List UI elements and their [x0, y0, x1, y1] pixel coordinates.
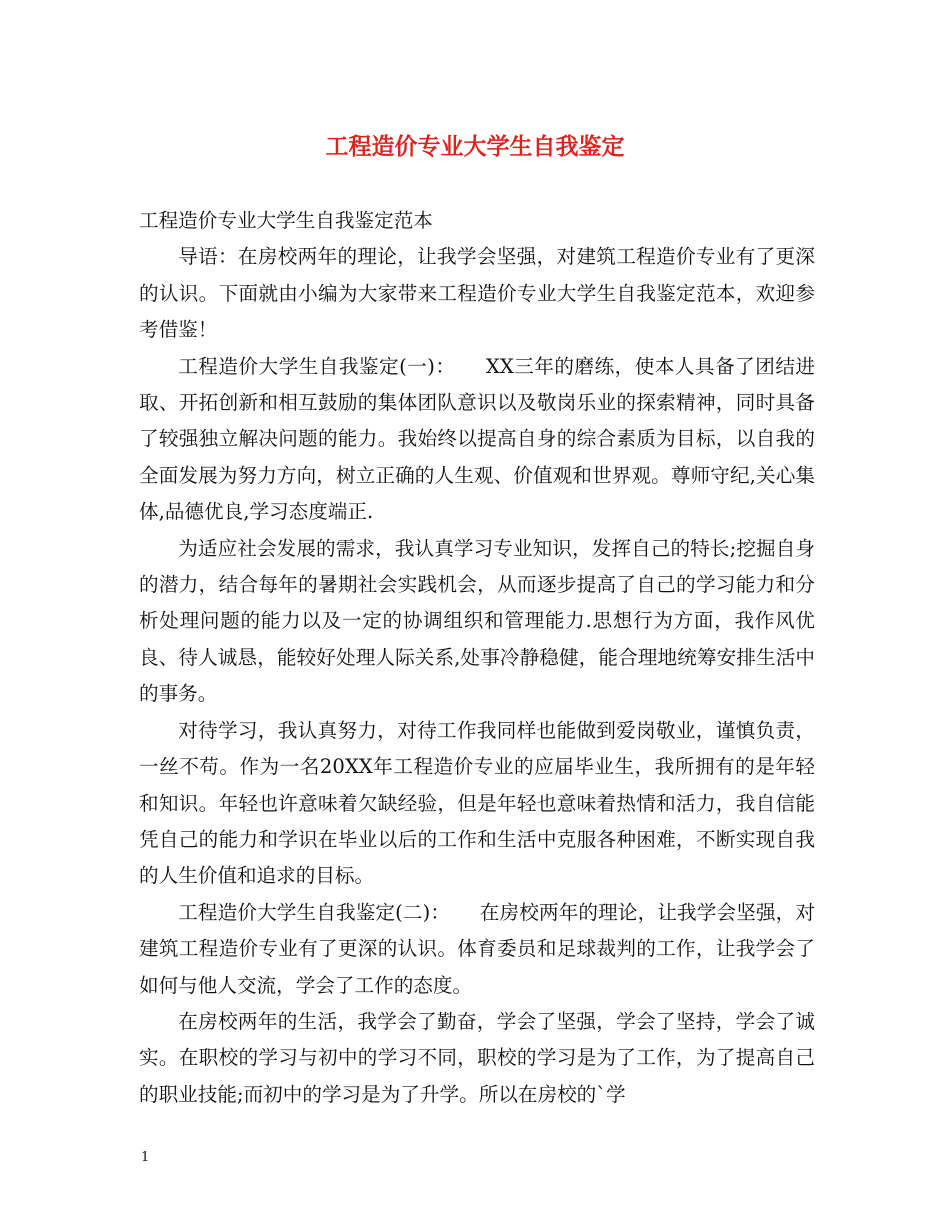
page-number: 1 — [141, 1150, 150, 1165]
paragraph-appraisal-one: 工程造价大学生自我鉴定(一)： XX三年的磨练，使本人具备了团结进取、开拓创新和相互鼓励的集体团队意识以及敬岗乐业的探索精神，同时具备了较强独立解决问题的能力。我始终以提高自身的综合素质为目标，以自我的全面发展为努力方向，树立正确的人生观、价值观和世界观。尊师守纪,关心集体,品德优良,学习态度端正. — [139, 354, 815, 524]
paragraph-study-attitude: 对待学习，我认真努力，对待工作我同样也能做到爱岗敬业，谨慎负责，一丝不苟。作为一名20XX年工程造价专业的应届毕业生，我所拥有的是年轻和知识。年轻也许意味着欠缺经验，但是年轻也意味着热情和活力，我自信能凭自己的能力和学识在毕业以后的工作和生活中克服各种困难，不断实现自我的人生价值和追求的目标。 — [139, 718, 815, 888]
document-subtitle: 工程造价专业大学生自我鉴定范本 — [139, 209, 433, 232]
document-body — [139, 203, 815, 1113]
paragraph-school-life: 在房校两年的生活，我学会了勤奋，学会了坚强，学会了坚持，学会了诚实。在职校的学习与初中的学习不同，职校的学习是为了工作，为了提高自己的职业技能;而初中的学习是为了升学。所以在房校的`学 — [139, 1009, 815, 1106]
paragraph-appraisal-two: 工程造价大学生自我鉴定(二)： 在房校两年的理论，让我学会坚强，对建筑工程造价专业有了更深的认识。体育委员和足球裁判的工作，让我学会了如何与他人交流，学会了工作的态度。 — [139, 900, 815, 997]
paragraph-intro: 导语：在房校两年的理论，让我学会坚强，对建筑工程造价专业有了更深的认识。下面就由小编为大家带来工程造价专业大学生自我鉴定范本，欢迎参考借鉴！ — [139, 245, 815, 342]
paragraph-social-development: 为适应社会发展的需求，我认真学习专业知识，发挥自己的特长;挖掘自身的潜力，结合每年的暑期社会实践机会，从而逐步提高了自己的学习能力和分析处理问题的能力以及一定的协调组织和管理能力.思想行为方面，我作风优良、待人诚恳，能较好处理人际关系,处事冷静稳健，能合理地统筹安排生活中的事务。 — [139, 536, 815, 706]
document-title: 工程造价专业大学生自我鉴定 — [325, 133, 625, 160]
